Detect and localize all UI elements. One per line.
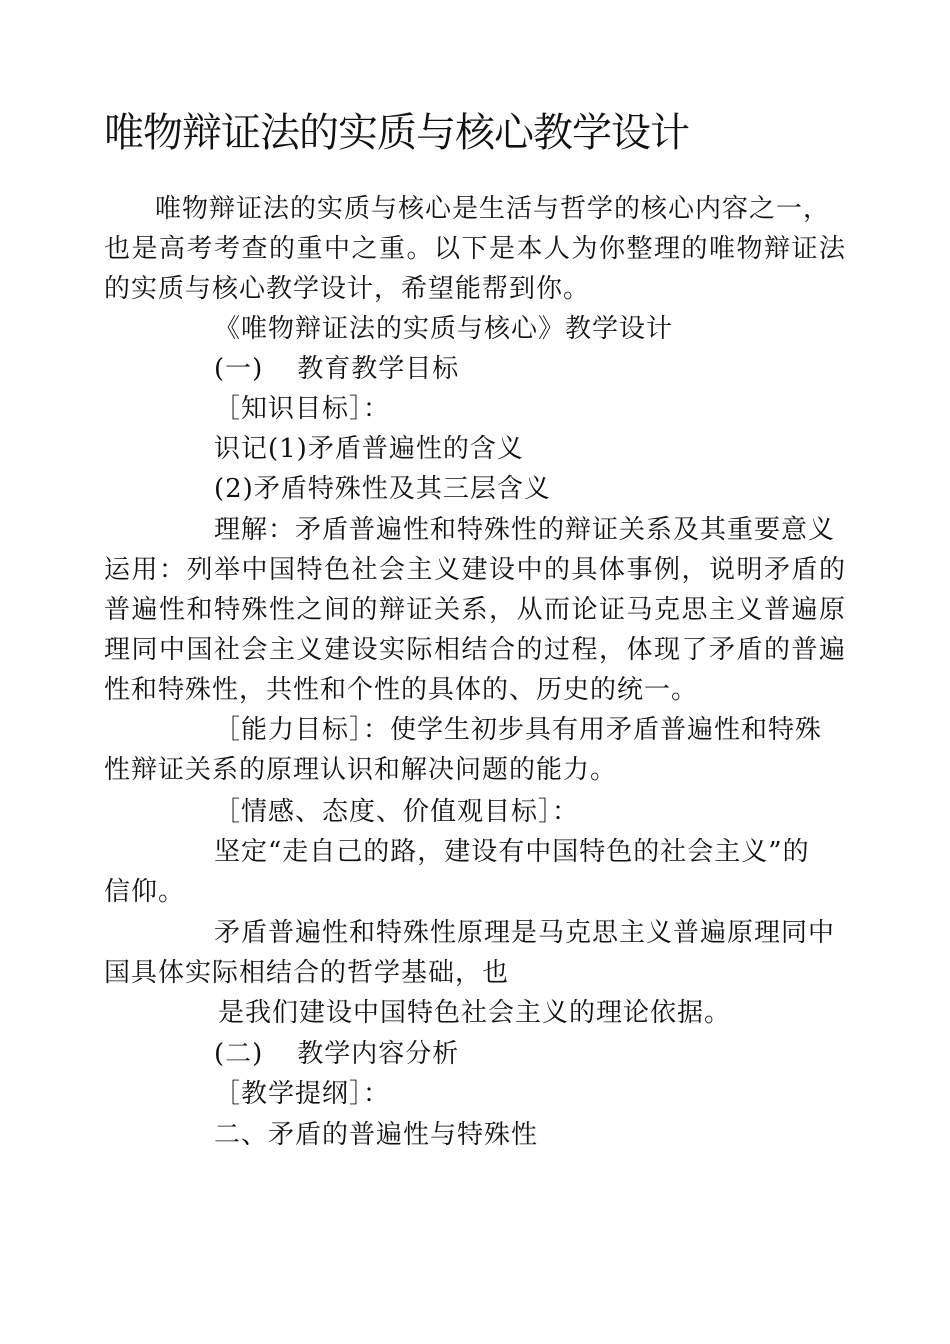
section-title-1: 教育教学目标 xyxy=(297,354,460,384)
principle-line-1: 矛盾普遍性和特殊性原理是马克思主义普遍原理同中 xyxy=(214,918,836,948)
section-heading-2 xyxy=(214,1034,459,1074)
section-heading-1 xyxy=(214,349,459,389)
section-number-2: (二) xyxy=(214,1039,264,1069)
belief-line-2: 信仰。 xyxy=(104,877,186,907)
intro-line-2: 也是高考考查的重中之重。以下是本人为你整理的唯物辩证法 xyxy=(104,234,846,264)
intro-line-1: 唯物辩证法的实质与核心是生活与哲学的核心内容之一， xyxy=(155,194,831,224)
intro-line-3: 的实质与核心教学设计，希望能帮到你。 xyxy=(104,274,591,304)
design-subtitle: 《唯物辩证法的实质与核心》教学设计 xyxy=(214,314,674,344)
principle-line-2: 国具体实际相结合的哲学基础，也 xyxy=(104,958,510,988)
apply-line-4: 性和特殊性，共性和个性的具体的、历史的统一。 xyxy=(104,675,699,705)
outline-label: ［教学提纲］： xyxy=(214,1079,391,1109)
section-title-2: 教学内容分析 xyxy=(297,1039,460,1069)
section-number-1: (一) xyxy=(214,354,264,384)
ability-goal-line-2: 性辩证关系的原理认识和解决问题的能力。 xyxy=(104,755,618,785)
apply-line-2: 普遍性和特殊性之间的辩证关系，从而论证马克思主义普遍原 xyxy=(104,595,846,625)
apply-line-1: 运用：列举中国特色社会主义建设中的具体事例，说明矛盾的 xyxy=(104,555,846,585)
memorize-item-1: 识记(1)矛盾普遍性的含义 xyxy=(214,434,524,464)
memorize-item-2: (2)矛盾特殊性及其三层含义 xyxy=(214,474,551,504)
ability-goal-line-1: ［能力目标］：使学生初步具有用矛盾普遍性和特殊 xyxy=(214,715,823,745)
emotion-goal-label: ［情感、态度、价值观目标］： xyxy=(214,797,580,827)
apply-line-3: 理同中国社会主义建设实际相结合的过程，体现了矛盾的普遍 xyxy=(104,635,846,665)
belief-line-1: 坚定“走自己的路，建设有中国特色的社会主义”的 xyxy=(214,837,810,867)
outline-item: 二、矛盾的普遍性与特殊性 xyxy=(214,1120,539,1150)
document-title: 唯物辩证法的实质与核心教学设计 xyxy=(104,110,689,156)
knowledge-goal-label: ［知识目标］： xyxy=(214,394,391,424)
principle-line-3: 是我们建设中国特色社会主义的理论依据。 xyxy=(218,998,732,1028)
understand-item: 理解：矛盾普遍性和特殊性的辩证关系及其重要意义 xyxy=(214,515,836,545)
